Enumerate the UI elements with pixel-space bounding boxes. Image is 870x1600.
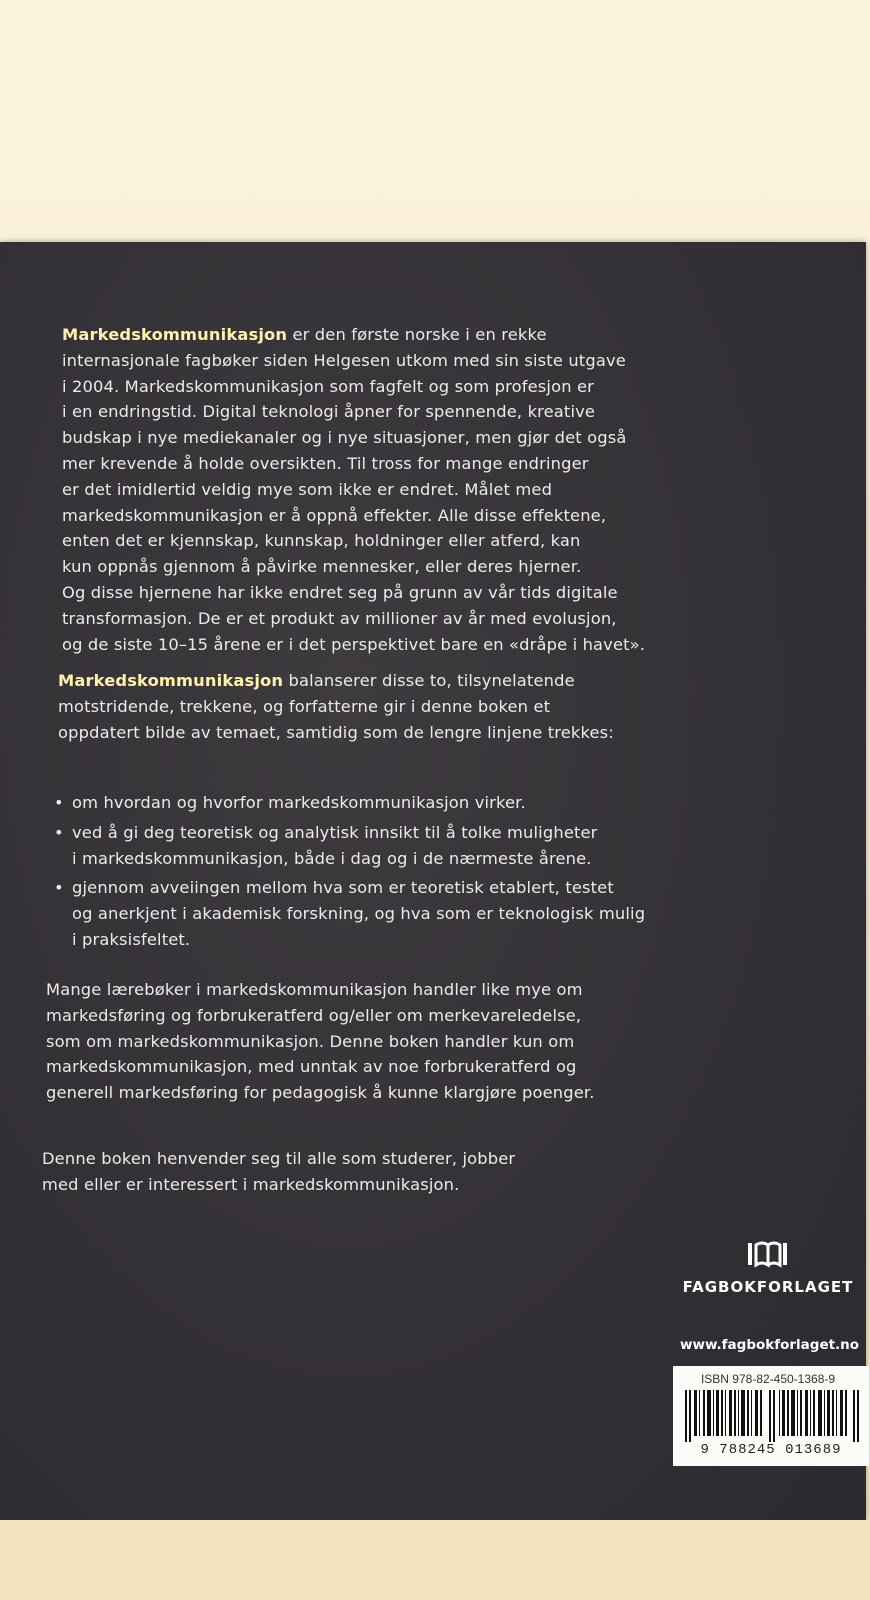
blurb-line — [62, 322, 645, 348]
isbn-number: ISBN 978-82-450-1368-9 — [700, 1372, 836, 1386]
blurb-text: er den første norske i en rekke — [287, 325, 547, 344]
bullet-line: i markedskommunikasjon, både i dag og i de nærmeste årene. — [72, 848, 592, 868]
blurb-line: Og disse hjernene har ikke endret seg på grunn av vår tids digitale — [62, 582, 618, 602]
bullet-line: og anerkjent i akademisk forskning, og hva som er teknologisk mulig — [72, 904, 646, 924]
blurb-line: transformasjon. De er et produkt av millioner av år med evolusjon, — [62, 608, 617, 628]
bullet-line: i praksisfeltet. — [72, 929, 191, 949]
publisher-website: www.fagbokforlaget.no — [680, 1337, 860, 1353]
blurb-line: i en endringstid. Digital teknologi åpner for spennende, kreative — [62, 402, 596, 422]
blurb-line: markedskommunikasjon, med unntak av noe forbrukeratferd og — [46, 1057, 577, 1077]
table-surface — [0, 1520, 870, 1600]
barcode-icon — [685, 1390, 861, 1442]
blurb-paragraph-2 — [58, 668, 614, 745]
blurb-line: enten det er kjennskap, kunnskap, holdninger eller atferd, kan — [62, 531, 581, 551]
blurb-line: generell markedsføring for pedagogisk å kunne klargjøre poenger. — [46, 1083, 595, 1103]
blurb-line: Mange lærebøker i markedskommunikasjon handler like mye om — [46, 980, 583, 999]
blurb-line: med eller er interessert i markedskommunikasjon. — [42, 1174, 460, 1194]
blurb-line: internasjonale fagbøker siden Helgesen utkom med sin siste utgave — [62, 350, 626, 370]
blurb-line: og de siste 10–15 årene er i det perspektivet bare en «dråpe i havet». — [62, 634, 646, 654]
book-logo-icon — [746, 1240, 790, 1268]
blurb-line — [58, 668, 614, 694]
blurb-line: Denne boken henvender seg til alle som studerer, jobber — [42, 1149, 516, 1168]
title-highlight: Markedskommunikasjon — [58, 671, 284, 690]
blurb-paragraph-1 — [62, 322, 645, 657]
bullet-list — [52, 790, 645, 957]
blurb-line: markedsføring og forbrukeratferd og/eller om merkevareledelse, — [46, 1005, 582, 1025]
bullet-item — [52, 820, 645, 872]
blurb-line: som om markedskommunikasjon. Denne boken handler kun om — [46, 1031, 575, 1051]
blurb-line: mer krevende å holde oversikten. Til tross for mange endringer — [62, 453, 589, 473]
blurb-line: kun oppnås gjennom å påvirke mennesker, eller deres hjerner. — [62, 557, 582, 577]
title-highlight: Markedskommunikasjon — [62, 325, 288, 344]
bullet-item — [52, 875, 645, 952]
bullet-line: • om hvordan og hvorfor markedskommunikasjon virker. — [72, 793, 526, 812]
blurb-paragraph-3 — [46, 977, 595, 1106]
blurb-paragraph-4 — [42, 1146, 515, 1198]
bullet-line: • ved å gi deg teoretisk og analytisk innsikt til å tolke muligheter — [72, 822, 598, 842]
bullet-line: • gjennom avveiingen mellom hva som er teoretisk etablert, testet — [72, 878, 614, 898]
blurb-line: oppdatert bilde av temaet, samtidig som de lengre linjene trekkes: — [58, 722, 614, 742]
bullet-item — [52, 790, 645, 816]
publisher-name: FAGBOKFORLAGET — [682, 1278, 854, 1296]
blurb-text: balanserer disse to, tilsynelatende — [283, 671, 575, 690]
barcode-label — [673, 1366, 869, 1466]
publisher-logo — [678, 1240, 858, 1296]
blurb-line: er det imidlertid veldig mye som ikke er endret. Målet med — [62, 479, 553, 499]
barcode-digits: 9 788245 013689 — [700, 1442, 842, 1458]
blurb-line: markedskommunikasjon er å oppnå effekter. Alle disse effektene, — [62, 505, 607, 525]
blurb-line: budskap i nye mediekanaler og i nye situasjoner, men gjør det også — [62, 428, 627, 448]
blurb-line: motstridende, trekkene, og forfatterne gir i denne boken et — [58, 696, 551, 716]
blurb-line: i 2004. Markedskommunikasjon som fagfelt og som profesjon er — [62, 376, 595, 396]
